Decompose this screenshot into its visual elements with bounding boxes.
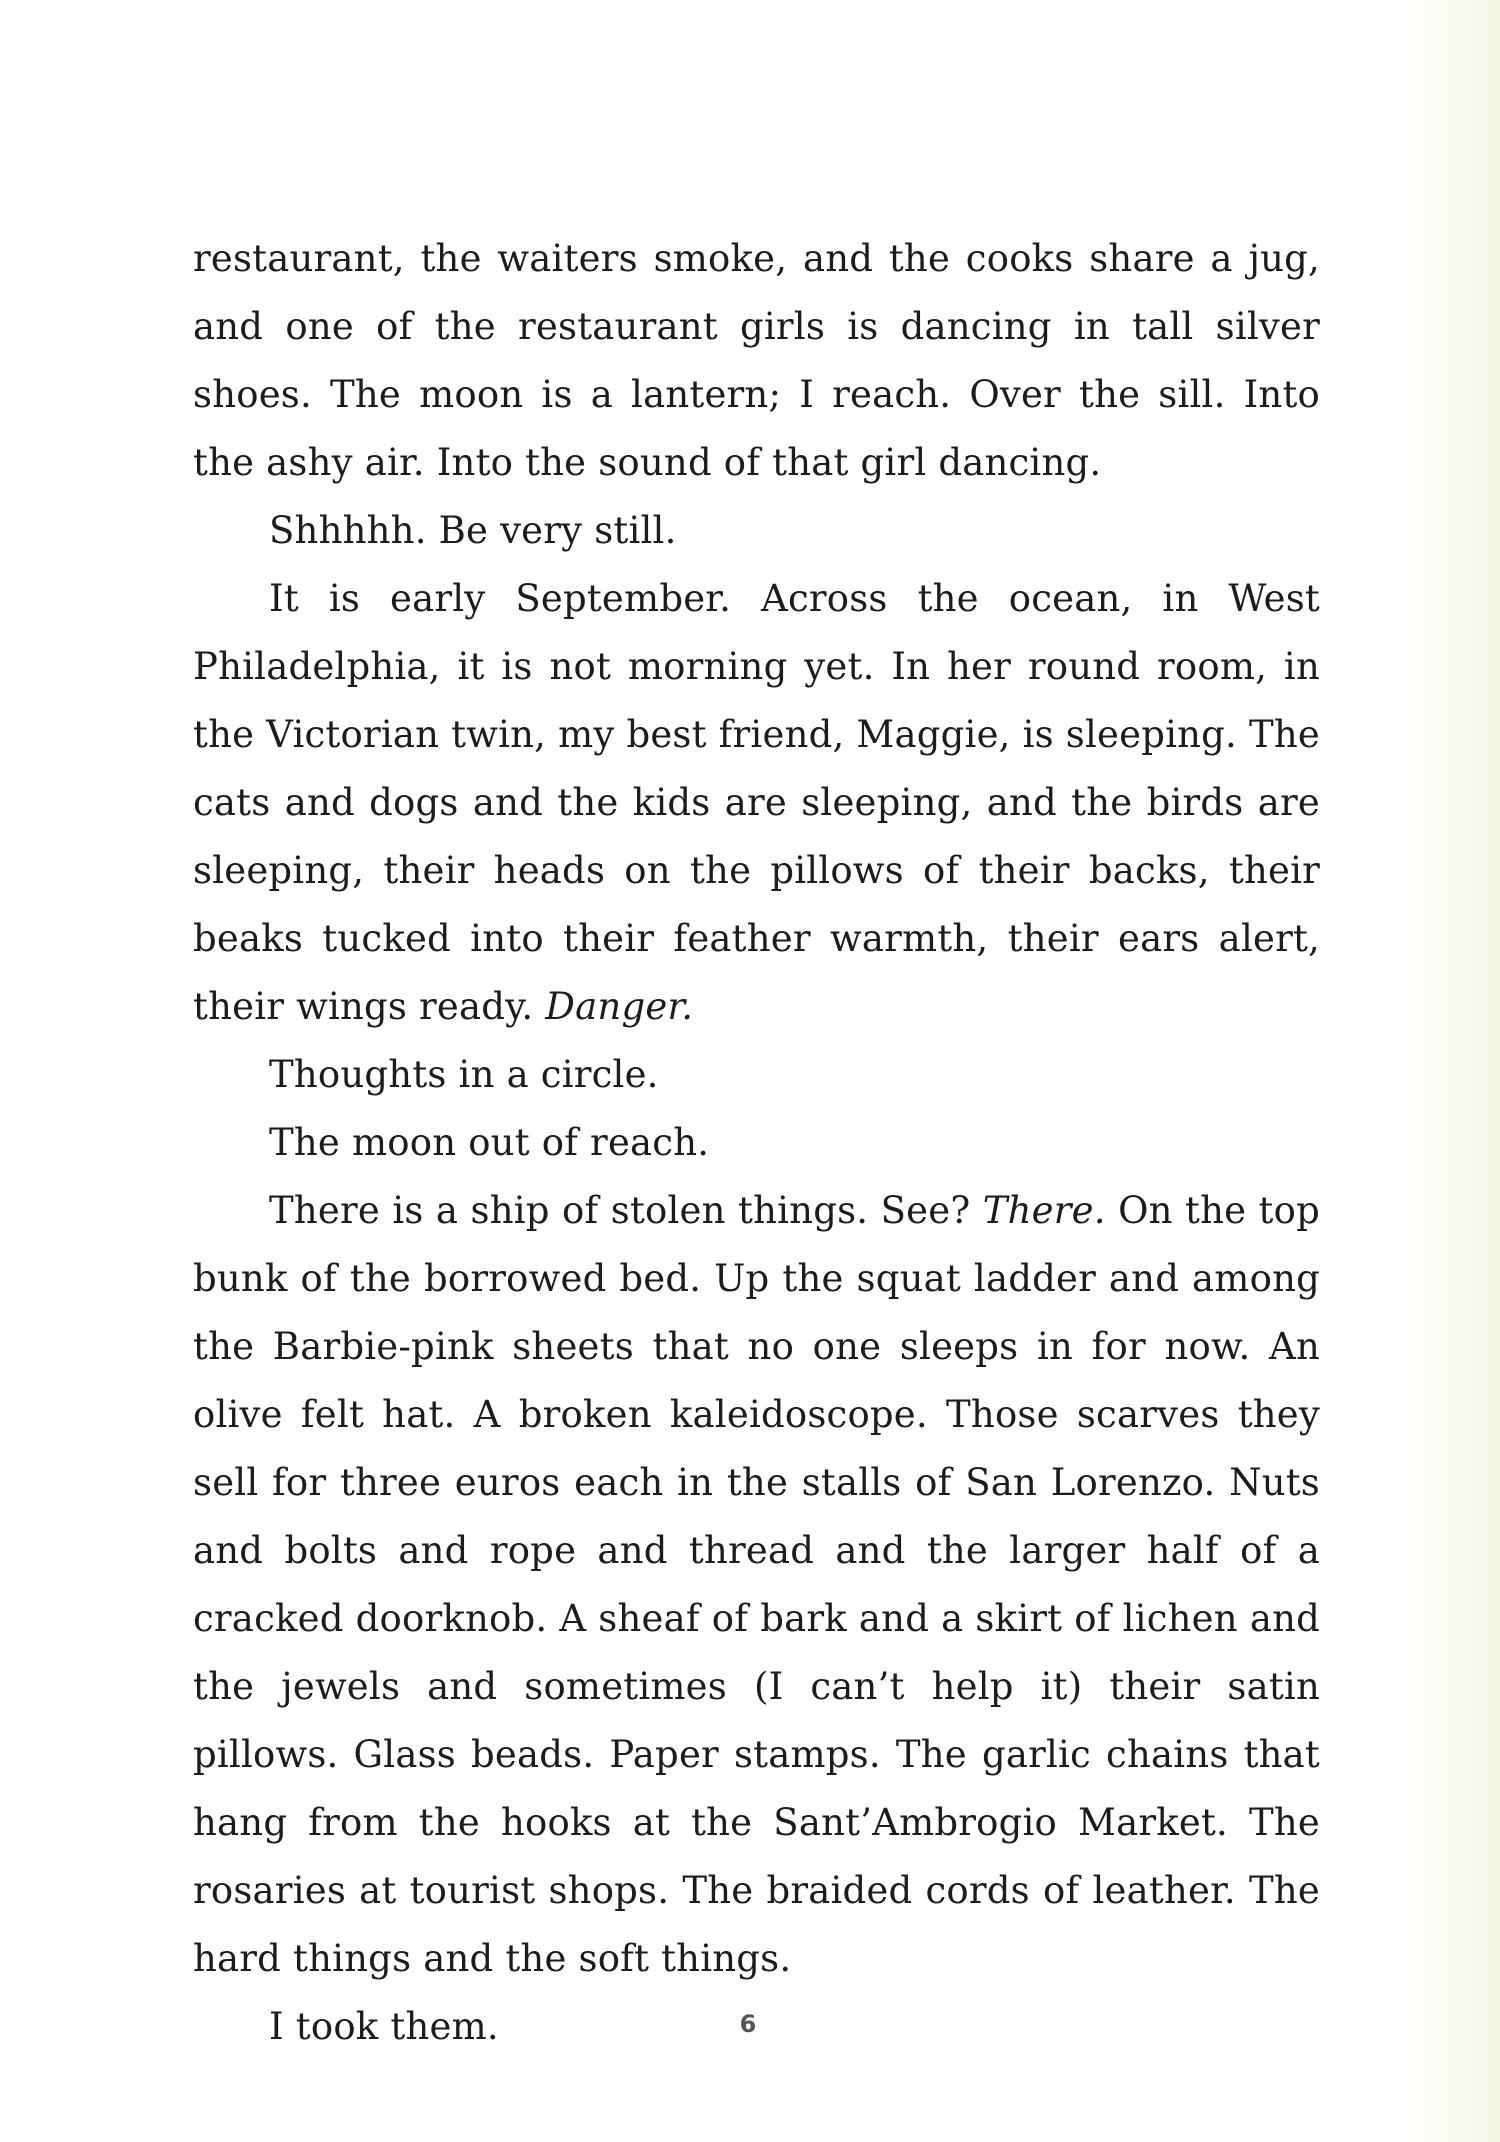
ship-on-the-top: On the top	[1118, 1189, 1320, 1232]
paragraph-3	[193, 565, 1320, 1041]
danger-word: Danger.	[545, 985, 694, 1028]
paragraph-6	[193, 1177, 1320, 1993]
paragraph-3-text: It is early September. Across the ocean, in West Philadelphia, it is not morning yet. In her round room, in the Victorian twin, my best friend, Maggie, is sleeping. The cats and dogs and the kids are sleeping, and the birds are sleeping, their heads on the pillows of their backs, their beaks tucked into their feather warmth, their ears alert, their wings ready.	[193, 577, 1320, 1028]
paragraph-2-text: Shhhhh. Be very still.	[269, 509, 677, 552]
paragraph-1-text: restaurant, the waiters smoke, and the cooks share a jug, and one of the restaurant girls is dancing in tall silver shoes. The moon is a lantern; I reach. Over the sill. Into the ashy air. Into the sound of that girl dancing.	[193, 237, 1320, 484]
paragraph-5	[193, 1109, 1320, 1177]
ship-there: There.	[982, 1189, 1106, 1232]
paragraph-4	[193, 1041, 1320, 1109]
paragraph-2	[193, 497, 1320, 565]
body-text	[193, 225, 1320, 2061]
ship-intro: There is a ship of stolen things. See?	[269, 1189, 971, 1232]
paragraph-1	[193, 225, 1320, 497]
page-number: 6	[739, 2010, 757, 2038]
paragraph-4-text: Thoughts in a circle.	[269, 1053, 659, 1096]
paragraph-7-text: I took them.	[269, 2005, 499, 2048]
paragraph-6-text: bunk of the borrowed bed. Up the squat ladder and among the Barbie-pink sheets that no one sleeps in for now. An olive felt hat. A broken kaleidoscope. Those scarves they sell for three euros each in the stalls of San Lorenzo. Nuts and bolts and rope and thread and the larger half of a cracked doorknob. A sheaf of bark and a skirt of lichen and the jewels and sometimes (I can’t help it) their satin pillows. Glass beads. Paper stamps. The garlic chains that hang from the hooks at the Sant’Ambrogio Market. The rosaries at tourist shops. The braided cords of leather. The hard things and the soft things.	[193, 1257, 1320, 1980]
paragraph-5-text: The moon out of reach.	[269, 1121, 710, 1164]
